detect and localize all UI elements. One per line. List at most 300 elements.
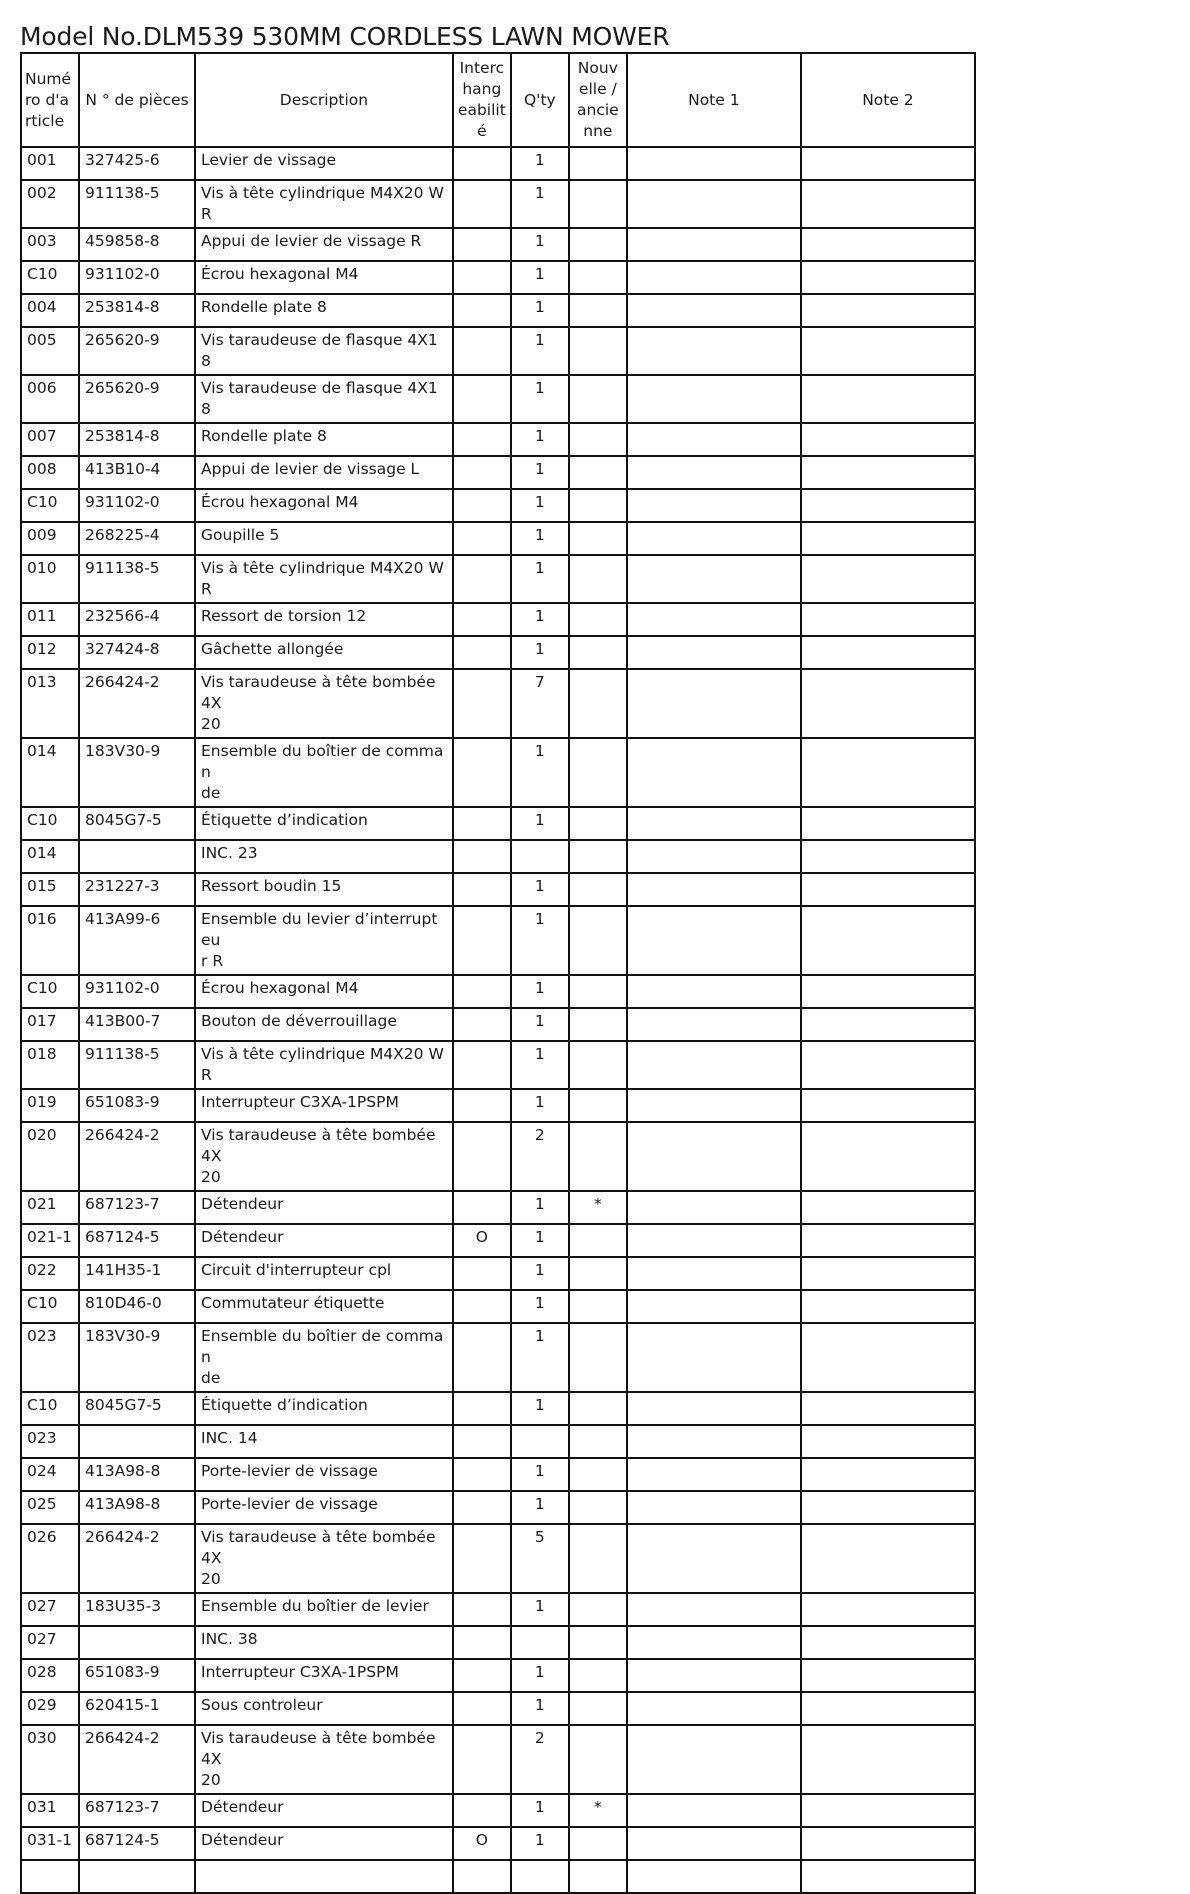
- quantity-cell: 1: [511, 1224, 569, 1257]
- new-old-cell: [569, 1725, 627, 1794]
- part-number-cell: 687124-5: [79, 1827, 195, 1860]
- table-row: [21, 603, 975, 636]
- table-row: [21, 1524, 975, 1593]
- note-2-cell: [801, 294, 975, 327]
- new-old-cell: [569, 1827, 627, 1860]
- description-line: INC. 38: [201, 1630, 258, 1648]
- item-number-cell: 031: [21, 1794, 79, 1827]
- quantity-cell: 1: [511, 738, 569, 807]
- new-old-cell: [569, 1041, 627, 1089]
- header-text: Interc: [459, 59, 505, 77]
- note-2-cell: [801, 840, 975, 873]
- description-line: Ressort de torsion 12: [201, 607, 367, 625]
- note-2-cell: [801, 555, 975, 603]
- new-old-cell: [569, 375, 627, 423]
- description-line: Vis taraudeuse à tête bombée 4X: [201, 1126, 436, 1165]
- quantity-cell: 1: [511, 489, 569, 522]
- note-1-cell: [627, 489, 801, 522]
- note-1-cell: [627, 294, 801, 327]
- note-1-cell: [627, 423, 801, 456]
- table-row: [21, 636, 975, 669]
- new-old-cell: [569, 423, 627, 456]
- new-old-cell: [569, 906, 627, 975]
- description-line: de: [201, 1369, 221, 1387]
- table-row: [21, 807, 975, 840]
- note-2-cell: [801, 1041, 975, 1089]
- table-row: [21, 180, 975, 228]
- table-row: [21, 1392, 975, 1425]
- item-number-cell: C10: [21, 807, 79, 840]
- item-number-cell: 019: [21, 1089, 79, 1122]
- interchangeability-cell: [453, 1008, 511, 1041]
- note-2-cell: [801, 906, 975, 975]
- note-2-cell: [801, 1593, 975, 1626]
- quantity-cell: 1: [511, 1794, 569, 1827]
- new-old-cell: [569, 840, 627, 873]
- interchangeability-cell: [453, 669, 511, 738]
- item-number-cell: 013: [21, 669, 79, 738]
- description-cell: [195, 738, 453, 807]
- item-number-cell: C10: [21, 489, 79, 522]
- item-number-cell: 002: [21, 180, 79, 228]
- interchangeability-cell: [453, 1794, 511, 1827]
- interchangeability-cell: O: [453, 1224, 511, 1257]
- description-cell: [195, 327, 453, 375]
- quantity-cell: 1: [511, 1290, 569, 1323]
- note-2-cell: [801, 522, 975, 555]
- description-line: Interrupteur C3XA-1PSPM: [201, 1663, 399, 1681]
- table-body: [21, 147, 975, 1893]
- quantity-cell: 1: [511, 1323, 569, 1392]
- note-1-cell: [627, 1008, 801, 1041]
- quantity-cell: 1: [511, 1041, 569, 1089]
- note-1-cell: [627, 555, 801, 603]
- description-line: Étiquette d’indication: [201, 811, 368, 829]
- table-row: [21, 1794, 975, 1827]
- table-row: [21, 1458, 975, 1491]
- interchangeability-cell: [453, 975, 511, 1008]
- interchangeability-cell: O: [453, 1827, 511, 1860]
- part-number-cell: 413A99-6: [79, 906, 195, 975]
- description-line: Vis taraudeuse à tête bombée 4X: [201, 673, 436, 712]
- part-number-cell: [79, 1860, 195, 1893]
- header-text: eabilit: [457, 101, 506, 119]
- new-old-cell: [569, 261, 627, 294]
- new-old-cell: [569, 1224, 627, 1257]
- table-row: [21, 1692, 975, 1725]
- part-number-cell: 183V30-9: [79, 1323, 195, 1392]
- table-row: [21, 1491, 975, 1524]
- part-number-cell: 232566-4: [79, 603, 195, 636]
- note-2-cell: [801, 975, 975, 1008]
- quantity-cell: 1: [511, 228, 569, 261]
- description-cell: [195, 147, 453, 180]
- note-2-cell: [801, 807, 975, 840]
- note-1-cell: [627, 1524, 801, 1593]
- header-text: Note 1: [688, 90, 740, 109]
- description-line: 20: [201, 1771, 221, 1789]
- description-line: Détendeur: [201, 1798, 284, 1816]
- col-note-1-header: [627, 53, 801, 147]
- table-row: [21, 522, 975, 555]
- interchangeability-cell: [453, 807, 511, 840]
- interchangeability-cell: [453, 1659, 511, 1692]
- note-2-cell: [801, 1860, 975, 1893]
- description-cell: [195, 1860, 453, 1893]
- item-number-cell: 014: [21, 840, 79, 873]
- note-1-cell: [627, 1794, 801, 1827]
- description-line: Porte-levier de vissage: [201, 1495, 378, 1513]
- description-line: r R: [201, 952, 224, 970]
- interchangeability-cell: [453, 1041, 511, 1089]
- note-2-cell: [801, 1725, 975, 1794]
- note-1-cell: [627, 738, 801, 807]
- note-2-cell: [801, 1224, 975, 1257]
- description-line: Vis taraudeuse de flasque 4X18: [201, 379, 438, 418]
- note-1-cell: [627, 603, 801, 636]
- note-1-cell: [627, 669, 801, 738]
- item-number-cell: 027: [21, 1593, 79, 1626]
- item-number-cell: 006: [21, 375, 79, 423]
- part-number-cell: 931102-0: [79, 261, 195, 294]
- note-1-cell: [627, 807, 801, 840]
- description-line: Interrupteur C3XA-1PSPM: [201, 1093, 399, 1111]
- table-row: [21, 1725, 975, 1794]
- part-number-cell: 651083-9: [79, 1659, 195, 1692]
- interchangeability-cell: [453, 489, 511, 522]
- part-number-cell: 141H35-1: [79, 1257, 195, 1290]
- note-1-cell: [627, 1593, 801, 1626]
- item-number-cell: 014: [21, 738, 79, 807]
- new-old-cell: [569, 807, 627, 840]
- item-number-cell: 011: [21, 603, 79, 636]
- part-number-cell: 231227-3: [79, 873, 195, 906]
- table-header-row: [21, 53, 975, 147]
- note-2-cell: [801, 603, 975, 636]
- table-row: [21, 873, 975, 906]
- note-1-cell: [627, 522, 801, 555]
- note-2-cell: [801, 180, 975, 228]
- header-text: ancie: [577, 101, 619, 119]
- note-1-cell: [627, 147, 801, 180]
- col-part-number-header: [79, 53, 195, 147]
- note-2-cell: [801, 738, 975, 807]
- table-row: [21, 1257, 975, 1290]
- note-2-cell: [801, 147, 975, 180]
- item-number-cell: 030: [21, 1725, 79, 1794]
- quantity-cell: 1: [511, 636, 569, 669]
- note-1-cell: [627, 1323, 801, 1392]
- item-number-cell: 008: [21, 456, 79, 489]
- table-row: [21, 1290, 975, 1323]
- interchangeability-cell: [453, 1524, 511, 1593]
- description-cell: [195, 1089, 453, 1122]
- description-cell: [195, 489, 453, 522]
- table-row: [21, 489, 975, 522]
- part-number-cell: 687123-7: [79, 1191, 195, 1224]
- item-number-cell: 001: [21, 147, 79, 180]
- interchangeability-cell: [453, 1491, 511, 1524]
- note-2-cell: [801, 1008, 975, 1041]
- description-line: Appui de levier de vissage L: [201, 460, 420, 478]
- description-cell: [195, 228, 453, 261]
- item-number-cell: [21, 1860, 79, 1893]
- table-row: [21, 1827, 975, 1860]
- interchangeability-cell: [453, 294, 511, 327]
- description-cell: [195, 906, 453, 975]
- note-1-cell: [627, 1041, 801, 1089]
- interchangeability-cell: [453, 738, 511, 807]
- description-cell: [195, 1191, 453, 1224]
- table-row: [21, 906, 975, 975]
- quantity-cell: 1: [511, 1008, 569, 1041]
- description-cell: [195, 1257, 453, 1290]
- description-cell: [195, 1692, 453, 1725]
- note-2-cell: [801, 1626, 975, 1659]
- interchangeability-cell: [453, 1122, 511, 1191]
- item-number-cell: 009: [21, 522, 79, 555]
- new-old-cell: [569, 489, 627, 522]
- interchangeability-cell: [453, 522, 511, 555]
- new-old-cell: [569, 1122, 627, 1191]
- parts-table: [20, 52, 976, 1894]
- description-line: Écrou hexagonal M4: [201, 979, 359, 997]
- interchangeability-cell: [453, 228, 511, 261]
- description-cell: [195, 1392, 453, 1425]
- item-number-cell: 003: [21, 228, 79, 261]
- quantity-cell: 1: [511, 1593, 569, 1626]
- description-line: Vis taraudeuse à tête bombée 4X: [201, 1729, 436, 1768]
- table-row: [21, 456, 975, 489]
- quantity-cell: [511, 1860, 569, 1893]
- description-line: 20: [201, 1570, 221, 1588]
- new-old-cell: [569, 228, 627, 261]
- quantity-cell: 1: [511, 603, 569, 636]
- item-number-cell: 024: [21, 1458, 79, 1491]
- new-old-cell: [569, 1659, 627, 1692]
- table-row: [21, 840, 975, 873]
- note-1-cell: [627, 456, 801, 489]
- description-cell: [195, 456, 453, 489]
- description-line: de: [201, 784, 221, 802]
- description-cell: [195, 1458, 453, 1491]
- description-cell: [195, 1659, 453, 1692]
- quantity-cell: 1: [511, 1692, 569, 1725]
- quantity-cell: 1: [511, 1392, 569, 1425]
- note-1-cell: [627, 1224, 801, 1257]
- part-number-cell: 266424-2: [79, 1524, 195, 1593]
- quantity-cell: 1: [511, 1659, 569, 1692]
- quantity-cell: 5: [511, 1524, 569, 1593]
- header-text: Nouv: [577, 59, 618, 77]
- description-cell: [195, 375, 453, 423]
- description-cell: [195, 636, 453, 669]
- document-title: Model No.DLM539 530MM CORDLESS LAWN MOWER: [20, 22, 670, 51]
- note-1-cell: [627, 975, 801, 1008]
- note-1-cell: [627, 1458, 801, 1491]
- description-line: Détendeur: [201, 1195, 284, 1213]
- item-number-cell: 012: [21, 636, 79, 669]
- note-1-cell: [627, 1290, 801, 1323]
- item-number-cell: 021-1: [21, 1224, 79, 1257]
- item-number-cell: 020: [21, 1122, 79, 1191]
- interchangeability-cell: [453, 603, 511, 636]
- table-row: [21, 1659, 975, 1692]
- part-number-cell: 8045G7-5: [79, 1392, 195, 1425]
- item-number-cell: 016: [21, 906, 79, 975]
- note-1-cell: [627, 906, 801, 975]
- table-row: [21, 1122, 975, 1191]
- description-line: Commutateur étiquette: [201, 1294, 385, 1312]
- table-row: [21, 555, 975, 603]
- interchangeability-cell: [453, 1725, 511, 1794]
- new-old-cell: [569, 1593, 627, 1626]
- part-number-cell: 265620-9: [79, 327, 195, 375]
- interchangeability-cell: [453, 1593, 511, 1626]
- item-number-cell: 015: [21, 873, 79, 906]
- col-description-header: [195, 53, 453, 147]
- interchangeability-cell: [453, 636, 511, 669]
- table-row: [21, 1089, 975, 1122]
- new-old-cell: [569, 1323, 627, 1392]
- new-old-cell: [569, 456, 627, 489]
- note-1-cell: [627, 1491, 801, 1524]
- header-text: Note 2: [862, 90, 914, 109]
- description-line: Détendeur: [201, 1228, 284, 1246]
- quantity-cell: 1: [511, 1257, 569, 1290]
- description-cell: [195, 1725, 453, 1794]
- item-number-cell: C10: [21, 261, 79, 294]
- new-old-cell: [569, 1860, 627, 1893]
- new-old-cell: [569, 1491, 627, 1524]
- note-1-cell: [627, 228, 801, 261]
- item-number-cell: 027: [21, 1626, 79, 1659]
- description-cell: [195, 669, 453, 738]
- quantity-cell: 1: [511, 147, 569, 180]
- description-line: INC. 14: [201, 1429, 258, 1447]
- quantity-cell: 1: [511, 873, 569, 906]
- description-line: Écrou hexagonal M4: [201, 265, 359, 283]
- description-line: Goupille 5: [201, 526, 280, 544]
- new-old-cell: [569, 1524, 627, 1593]
- description-cell: [195, 1524, 453, 1593]
- description-line: 20: [201, 1168, 221, 1186]
- interchangeability-cell: [453, 375, 511, 423]
- table-row: [21, 294, 975, 327]
- description-line: Sous controleur: [201, 1696, 323, 1714]
- item-number-cell: 017: [21, 1008, 79, 1041]
- quantity-cell: 1: [511, 375, 569, 423]
- note-1-cell: [627, 261, 801, 294]
- part-number-cell: [79, 1425, 195, 1458]
- header-text: elle /: [578, 80, 617, 98]
- note-2-cell: [801, 375, 975, 423]
- part-number-cell: 911138-5: [79, 1041, 195, 1089]
- interchangeability-cell: [453, 423, 511, 456]
- description-cell: [195, 1626, 453, 1659]
- col-quantity-header: [511, 53, 569, 147]
- note-2-cell: [801, 636, 975, 669]
- item-number-cell: 004: [21, 294, 79, 327]
- header-text: N ° de pièces: [85, 90, 189, 109]
- quantity-cell: 1: [511, 1827, 569, 1860]
- part-number-cell: 931102-0: [79, 975, 195, 1008]
- description-cell: [195, 840, 453, 873]
- interchangeability-cell: [453, 1290, 511, 1323]
- quantity-cell: 1: [511, 456, 569, 489]
- interchangeability-cell: [453, 1191, 511, 1224]
- quantity-cell: 1: [511, 1191, 569, 1224]
- item-number-cell: 021: [21, 1191, 79, 1224]
- part-number-cell: 8045G7-5: [79, 807, 195, 840]
- table-row: [21, 327, 975, 375]
- description-cell: [195, 1008, 453, 1041]
- description-cell: [195, 1290, 453, 1323]
- note-1-cell: [627, 1692, 801, 1725]
- description-line: Détendeur: [201, 1831, 284, 1849]
- description-line: 20: [201, 715, 221, 733]
- interchangeability-cell: [453, 1257, 511, 1290]
- description-cell: [195, 1491, 453, 1524]
- note-1-cell: [627, 1191, 801, 1224]
- item-number-cell: 028: [21, 1659, 79, 1692]
- new-old-cell: [569, 1626, 627, 1659]
- description-cell: [195, 180, 453, 228]
- note-2-cell: [801, 1794, 975, 1827]
- interchangeability-cell: [453, 180, 511, 228]
- note-1-cell: [627, 840, 801, 873]
- item-number-cell: C10: [21, 1392, 79, 1425]
- table-row: [21, 1860, 975, 1893]
- description-cell: [195, 1122, 453, 1191]
- note-2-cell: [801, 1290, 975, 1323]
- description-cell: [195, 294, 453, 327]
- note-1-cell: [627, 1089, 801, 1122]
- new-old-cell: [569, 738, 627, 807]
- new-old-cell: [569, 603, 627, 636]
- part-number-cell: [79, 1626, 195, 1659]
- new-old-cell: [569, 1008, 627, 1041]
- note-2-cell: [801, 669, 975, 738]
- description-cell: [195, 1041, 453, 1089]
- new-old-cell: [569, 294, 627, 327]
- interchangeability-cell: [453, 456, 511, 489]
- description-line: Ensemble du boîtier de comman: [201, 742, 444, 781]
- item-number-cell: 018: [21, 1041, 79, 1089]
- interchangeability-cell: [453, 1425, 511, 1458]
- interchangeability-cell: [453, 327, 511, 375]
- part-number-cell: 327425-6: [79, 147, 195, 180]
- part-number-cell: 911138-5: [79, 555, 195, 603]
- description-line: Ensemble du boîtier de levier: [201, 1597, 429, 1615]
- description-line: Vis à tête cylindrique M4X20 WR: [201, 184, 444, 223]
- note-1-cell: [627, 180, 801, 228]
- item-number-cell: 022: [21, 1257, 79, 1290]
- quantity-cell: 2: [511, 1725, 569, 1794]
- part-number-cell: 266424-2: [79, 669, 195, 738]
- part-number-cell: 265620-9: [79, 375, 195, 423]
- header-text: Description: [279, 90, 369, 109]
- note-2-cell: [801, 1191, 975, 1224]
- description-line: Ensemble du levier d’interrupteu: [201, 910, 438, 949]
- quantity-cell: [511, 1425, 569, 1458]
- note-1-cell: [627, 636, 801, 669]
- part-number-cell: 266424-2: [79, 1725, 195, 1794]
- quantity-cell: 1: [511, 807, 569, 840]
- header-text: Numé: [25, 69, 72, 88]
- description-line: Vis taraudeuse à tête bombée 4X: [201, 1528, 436, 1567]
- quantity-cell: 2: [511, 1122, 569, 1191]
